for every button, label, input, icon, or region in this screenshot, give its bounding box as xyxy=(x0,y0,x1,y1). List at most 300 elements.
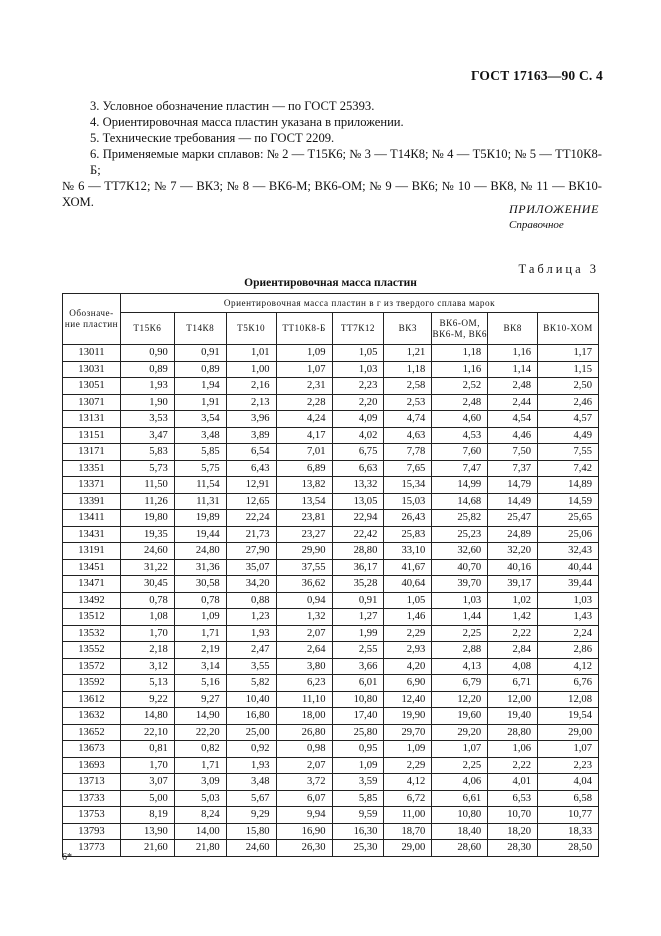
table-row xyxy=(63,559,599,576)
mass-cell: 5,83 xyxy=(120,444,174,461)
plate-code-cell: 13632 xyxy=(63,708,121,725)
plate-code-cell: 13652 xyxy=(63,724,121,741)
mass-cell: 2,58 xyxy=(384,378,432,395)
mass-cell: 6,79 xyxy=(432,675,488,692)
mass-cell: 2,24 xyxy=(538,625,599,642)
mass-cell: 25,65 xyxy=(538,510,599,527)
mass-cell: 1,99 xyxy=(332,625,384,642)
mass-cell: 7,47 xyxy=(432,460,488,477)
mass-cell: 3,14 xyxy=(174,658,226,675)
mass-cell: 2,86 xyxy=(538,642,599,659)
mass-cell: 4,12 xyxy=(384,774,432,791)
mass-cell: 11,10 xyxy=(276,691,332,708)
mass-cell: 7,50 xyxy=(488,444,538,461)
mass-cell: 1,06 xyxy=(488,741,538,758)
mass-cell: 15,34 xyxy=(384,477,432,494)
mass-cell: 2,31 xyxy=(276,378,332,395)
mass-cell: 2,29 xyxy=(384,625,432,642)
mass-cell: 2,13 xyxy=(226,394,276,411)
mass-cell: 17,40 xyxy=(332,708,384,725)
mass-cell: 31,36 xyxy=(174,559,226,576)
mass-cell: 15,80 xyxy=(226,823,276,840)
plate-code-cell: 13733 xyxy=(63,790,121,807)
mass-cell: 3,48 xyxy=(174,427,226,444)
table-row xyxy=(63,807,599,824)
mass-cell: 1,14 xyxy=(488,361,538,378)
mass-cell: 3,09 xyxy=(174,774,226,791)
mass-cell: 6,01 xyxy=(332,675,384,692)
table-row xyxy=(63,427,599,444)
col-header: ВК10-ХОМ xyxy=(538,313,599,345)
mass-cell: 1,71 xyxy=(174,757,226,774)
mass-cell: 24,60 xyxy=(120,543,174,560)
note-6: 6. Применяемые марки сплавов: № 2 — Т15К6; № 3 — Т14К8; № 4 — Т5К10; № 5 — ТТ10К8-Б; xyxy=(90,147,602,177)
mass-cell: 2,22 xyxy=(488,625,538,642)
mass-cell: 0,90 xyxy=(120,345,174,362)
mass-cell: 6,75 xyxy=(332,444,384,461)
mass-cell: 14,68 xyxy=(432,493,488,510)
mass-cell: 28,30 xyxy=(488,840,538,857)
mass-cell: 5,75 xyxy=(174,460,226,477)
mass-cell: 1,42 xyxy=(488,609,538,626)
table-row xyxy=(63,691,599,708)
table-row xyxy=(63,460,599,477)
mass-cell: 5,13 xyxy=(120,675,174,692)
mass-cell: 0,92 xyxy=(226,741,276,758)
mass-cell: 6,71 xyxy=(488,675,538,692)
table-row xyxy=(63,741,599,758)
mass-cell: 1,70 xyxy=(120,757,174,774)
mass-cell: 10,80 xyxy=(332,691,384,708)
mass-cell: 2,25 xyxy=(432,625,488,642)
note-5: 5. Технические требования — по ГОСТ 2209. xyxy=(90,131,335,145)
mass-cell: 0,91 xyxy=(332,592,384,609)
mass-cell: 19,35 xyxy=(120,526,174,543)
mass-cell: 3,89 xyxy=(226,427,276,444)
mass-cell: 2,44 xyxy=(488,394,538,411)
mass-cell: 32,20 xyxy=(488,543,538,560)
plate-code-cell: 13431 xyxy=(63,526,121,543)
table-row xyxy=(63,510,599,527)
mass-cell: 7,65 xyxy=(384,460,432,477)
mass-cell: 1,15 xyxy=(538,361,599,378)
table-row xyxy=(63,840,599,857)
mass-cell: 40,16 xyxy=(488,559,538,576)
table-row xyxy=(63,675,599,692)
mass-cell: 18,70 xyxy=(384,823,432,840)
mass-cell: 37,55 xyxy=(276,559,332,576)
mass-cell: 10,77 xyxy=(538,807,599,824)
mass-cell: 22,10 xyxy=(120,724,174,741)
mass-cell: 10,70 xyxy=(488,807,538,824)
mass-cell: 11,00 xyxy=(384,807,432,824)
mass-cell: 5,82 xyxy=(226,675,276,692)
mass-cell: 1,07 xyxy=(432,741,488,758)
mass-cell: 2,53 xyxy=(384,394,432,411)
note-4: 4. Ориентировочная масса пластин указана в приложении. xyxy=(90,115,404,129)
mass-cell: 1,16 xyxy=(488,345,538,362)
mass-cell: 3,72 xyxy=(276,774,332,791)
plate-code-cell: 13492 xyxy=(63,592,121,609)
mass-cell: 25,83 xyxy=(384,526,432,543)
mass-cell: 3,53 xyxy=(120,411,174,428)
mass-cell: 30,58 xyxy=(174,576,226,593)
table-row xyxy=(63,444,599,461)
mass-cell: 25,82 xyxy=(432,510,488,527)
mass-cell: 40,44 xyxy=(538,559,599,576)
mass-cell: 13,05 xyxy=(332,493,384,510)
mass-cell: 6,07 xyxy=(276,790,332,807)
col-header-designation: Обозначе-ние пластин xyxy=(63,294,121,345)
plate-code-cell: 13171 xyxy=(63,444,121,461)
table-row xyxy=(63,378,599,395)
mass-cell: 13,32 xyxy=(332,477,384,494)
mass-cell: 21,80 xyxy=(174,840,226,857)
plate-code-cell: 13411 xyxy=(63,510,121,527)
mass-cell: 9,22 xyxy=(120,691,174,708)
mass-cell: 5,16 xyxy=(174,675,226,692)
table-row xyxy=(63,477,599,494)
mass-cell: 4,12 xyxy=(538,658,599,675)
mass-cell: 1,03 xyxy=(432,592,488,609)
mass-cell: 1,09 xyxy=(174,609,226,626)
mass-cell: 26,43 xyxy=(384,510,432,527)
mass-cell: 0,82 xyxy=(174,741,226,758)
mass-cell: 2,28 xyxy=(276,394,332,411)
mass-cell: 0,81 xyxy=(120,741,174,758)
mass-cell: 16,90 xyxy=(276,823,332,840)
mass-cell: 25,00 xyxy=(226,724,276,741)
mass-cell: 25,06 xyxy=(538,526,599,543)
plate-code-cell: 13572 xyxy=(63,658,121,675)
table-row xyxy=(63,394,599,411)
mass-cell: 1,23 xyxy=(226,609,276,626)
mass-cell: 11,50 xyxy=(120,477,174,494)
mass-cell: 1,18 xyxy=(384,361,432,378)
col-header: Т14К8 xyxy=(174,313,226,345)
mass-cell: 13,54 xyxy=(276,493,332,510)
mass-cell: 22,24 xyxy=(226,510,276,527)
plate-code-cell: 13673 xyxy=(63,741,121,758)
mass-cell: 4,06 xyxy=(432,774,488,791)
mass-cell: 29,00 xyxy=(384,840,432,857)
appendix-heading xyxy=(509,202,599,231)
mass-cell: 6,23 xyxy=(276,675,332,692)
mass-cell: 2,20 xyxy=(332,394,384,411)
mass-cell: 10,40 xyxy=(226,691,276,708)
mass-cell: 6,63 xyxy=(332,460,384,477)
col-header: ВК8 xyxy=(488,313,538,345)
mass-cell: 3,07 xyxy=(120,774,174,791)
plate-code-cell: 13051 xyxy=(63,378,121,395)
mass-cell: 12,40 xyxy=(384,691,432,708)
mass-cell: 14,79 xyxy=(488,477,538,494)
mass-cell: 12,91 xyxy=(226,477,276,494)
col-header: Т15К6 xyxy=(120,313,174,345)
mass-cell: 1,93 xyxy=(120,378,174,395)
plate-code-cell: 13592 xyxy=(63,675,121,692)
mass-cell: 19,80 xyxy=(120,510,174,527)
mass-cell: 3,59 xyxy=(332,774,384,791)
mass-cell: 28,50 xyxy=(538,840,599,857)
mass-cell: 1,07 xyxy=(276,361,332,378)
plate-code-cell: 13612 xyxy=(63,691,121,708)
mass-cell: 16,80 xyxy=(226,708,276,725)
mass-cell: 6,76 xyxy=(538,675,599,692)
mass-cell: 0,98 xyxy=(276,741,332,758)
mass-cell: 1,27 xyxy=(332,609,384,626)
mass-cell: 1,09 xyxy=(276,345,332,362)
mass-cell: 12,65 xyxy=(226,493,276,510)
plate-code-cell: 13471 xyxy=(63,576,121,593)
mass-cell: 10,80 xyxy=(432,807,488,824)
table-row xyxy=(63,790,599,807)
plate-code-cell: 13793 xyxy=(63,823,121,840)
mass-cell: 34,20 xyxy=(226,576,276,593)
table-row xyxy=(63,411,599,428)
mass-cell: 22,94 xyxy=(332,510,384,527)
mass-cell: 3,12 xyxy=(120,658,174,675)
mass-cell: 6,58 xyxy=(538,790,599,807)
mass-cell: 40,70 xyxy=(432,559,488,576)
mass-cell: 6,54 xyxy=(226,444,276,461)
mass-cell: 4,13 xyxy=(432,658,488,675)
mass-cell: 3,47 xyxy=(120,427,174,444)
mass-cell: 21,73 xyxy=(226,526,276,543)
mass-cell: 5,73 xyxy=(120,460,174,477)
mass-cell: 7,42 xyxy=(538,460,599,477)
mass-cell: 19,40 xyxy=(488,708,538,725)
mass-cell: 0,78 xyxy=(174,592,226,609)
plate-code-cell: 13151 xyxy=(63,427,121,444)
mass-cell: 26,80 xyxy=(276,724,332,741)
mass-cell: 4,74 xyxy=(384,411,432,428)
mass-cell: 14,00 xyxy=(174,823,226,840)
mass-cell: 13,82 xyxy=(276,477,332,494)
table-row xyxy=(63,823,599,840)
mass-cell: 1,17 xyxy=(538,345,599,362)
table-row xyxy=(63,609,599,626)
mass-cell: 26,30 xyxy=(276,840,332,857)
mass-cell: 1,05 xyxy=(384,592,432,609)
mass-cell: 1,93 xyxy=(226,757,276,774)
table-row xyxy=(63,576,599,593)
note-3: 3. Условное обозначение пластин — по ГОСТ 25393. xyxy=(90,99,375,113)
mass-cell: 4,53 xyxy=(432,427,488,444)
mass-cell: 32,43 xyxy=(538,543,599,560)
mass-cell: 7,78 xyxy=(384,444,432,461)
mass-cell: 1,00 xyxy=(226,361,276,378)
plate-code-cell: 13713 xyxy=(63,774,121,791)
mass-cell: 19,44 xyxy=(174,526,226,543)
mass-cell: 1,94 xyxy=(174,378,226,395)
mass-cell: 19,90 xyxy=(384,708,432,725)
mass-cell: 35,28 xyxy=(332,576,384,593)
mass-cell: 13,90 xyxy=(120,823,174,840)
table-row xyxy=(63,774,599,791)
mass-cell: 4,60 xyxy=(432,411,488,428)
mass-cell: 3,48 xyxy=(226,774,276,791)
mass-cell: 6,43 xyxy=(226,460,276,477)
mass-cell: 2,23 xyxy=(332,378,384,395)
table-row xyxy=(63,493,599,510)
mass-table xyxy=(62,293,599,857)
mass-cell: 1,05 xyxy=(332,345,384,362)
mass-cell: 1,90 xyxy=(120,394,174,411)
mass-cell: 2,19 xyxy=(174,642,226,659)
mass-cell: 22,20 xyxy=(174,724,226,741)
table-row xyxy=(63,708,599,725)
col-header: ТТ7К12 xyxy=(332,313,384,345)
mass-cell: 2,64 xyxy=(276,642,332,659)
mass-cell: 3,80 xyxy=(276,658,332,675)
mass-cell: 8,24 xyxy=(174,807,226,824)
mass-cell: 2,23 xyxy=(538,757,599,774)
mass-cell: 2,88 xyxy=(432,642,488,659)
footer-mark: 6* xyxy=(62,852,72,863)
plate-code-cell: 13391 xyxy=(63,493,121,510)
mass-cell: 14,49 xyxy=(488,493,538,510)
mass-cell: 14,59 xyxy=(538,493,599,510)
plate-code-cell: 13512 xyxy=(63,609,121,626)
mass-cell: 1,09 xyxy=(384,741,432,758)
mass-cell: 5,85 xyxy=(332,790,384,807)
mass-cell: 14,80 xyxy=(120,708,174,725)
plate-code-cell: 13552 xyxy=(63,642,121,659)
page-header: ГОСТ 17163—90 С. 4 xyxy=(470,68,603,83)
mass-cell: 7,60 xyxy=(432,444,488,461)
mass-cell: 12,00 xyxy=(488,691,538,708)
appendix-title: ПРИЛОЖЕНИЕ xyxy=(509,202,599,216)
mass-cell: 4,08 xyxy=(488,658,538,675)
plate-code-cell: 13351 xyxy=(63,460,121,477)
table-row xyxy=(63,658,599,675)
plate-code-cell: 13371 xyxy=(63,477,121,494)
plate-code-cell: 13191 xyxy=(63,543,121,560)
mass-cell: 2,18 xyxy=(120,642,174,659)
mass-cell: 18,40 xyxy=(432,823,488,840)
plate-code-cell: 13131 xyxy=(63,411,121,428)
table-row xyxy=(63,345,599,362)
mass-cell: 24,60 xyxy=(226,840,276,857)
mass-cell: 23,81 xyxy=(276,510,332,527)
mass-cell: 4,01 xyxy=(488,774,538,791)
mass-cell: 30,45 xyxy=(120,576,174,593)
mass-cell: 3,96 xyxy=(226,411,276,428)
mass-cell: 35,07 xyxy=(226,559,276,576)
mass-cell: 39,17 xyxy=(488,576,538,593)
plate-code-cell: 13451 xyxy=(63,559,121,576)
mass-cell: 2,29 xyxy=(384,757,432,774)
mass-cell: 12,08 xyxy=(538,691,599,708)
mass-cell: 1,44 xyxy=(432,609,488,626)
mass-cell: 25,30 xyxy=(332,840,384,857)
mass-cell: 14,90 xyxy=(174,708,226,725)
mass-cell: 1,46 xyxy=(384,609,432,626)
mass-cell: 16,30 xyxy=(332,823,384,840)
table-title: Ориентировочная масса пластин xyxy=(244,277,417,289)
mass-cell: 11,31 xyxy=(174,493,226,510)
notes-block xyxy=(62,98,602,210)
table-row xyxy=(63,526,599,543)
mass-cell: 2,07 xyxy=(276,757,332,774)
mass-cell: 5,00 xyxy=(120,790,174,807)
mass-cell: 1,91 xyxy=(174,394,226,411)
mass-cell: 19,60 xyxy=(432,708,488,725)
col-header: ВК3 xyxy=(384,313,432,345)
mass-cell: 33,10 xyxy=(384,543,432,560)
mass-cell: 6,72 xyxy=(384,790,432,807)
table-row xyxy=(63,361,599,378)
mass-cell: 36,62 xyxy=(276,576,332,593)
mass-cell: 1,70 xyxy=(120,625,174,642)
mass-cell: 0,94 xyxy=(276,592,332,609)
mass-cell: 14,89 xyxy=(538,477,599,494)
mass-cell: 19,54 xyxy=(538,708,599,725)
mass-cell: 2,16 xyxy=(226,378,276,395)
mass-cell: 0,78 xyxy=(120,592,174,609)
mass-cell: 9,94 xyxy=(276,807,332,824)
mass-cell: 4,49 xyxy=(538,427,599,444)
mass-cell: 25,80 xyxy=(332,724,384,741)
table-row xyxy=(63,543,599,560)
mass-cell: 29,70 xyxy=(384,724,432,741)
mass-cell: 18,00 xyxy=(276,708,332,725)
mass-cell: 1,07 xyxy=(538,741,599,758)
mass-cell: 2,25 xyxy=(432,757,488,774)
mass-cell: 0,91 xyxy=(174,345,226,362)
mass-cell: 14,99 xyxy=(432,477,488,494)
mass-cell: 39,44 xyxy=(538,576,599,593)
mass-cell: 2,47 xyxy=(226,642,276,659)
mass-cell: 11,54 xyxy=(174,477,226,494)
mass-cell: 0,88 xyxy=(226,592,276,609)
mass-cell: 6,61 xyxy=(432,790,488,807)
mass-cell: 5,85 xyxy=(174,444,226,461)
plate-code-cell: 13011 xyxy=(63,345,121,362)
mass-cell: 4,04 xyxy=(538,774,599,791)
mass-cell: 6,53 xyxy=(488,790,538,807)
mass-cell: 1,71 xyxy=(174,625,226,642)
col-header: Т5К10 xyxy=(226,313,276,345)
mass-cell: 28,80 xyxy=(332,543,384,560)
mass-cell: 4,57 xyxy=(538,411,599,428)
mass-cell: 2,48 xyxy=(432,394,488,411)
mass-cell: 41,67 xyxy=(384,559,432,576)
mass-cell: 39,70 xyxy=(432,576,488,593)
mass-cell: 36,17 xyxy=(332,559,384,576)
mass-cell: 24,89 xyxy=(488,526,538,543)
table-number: Таблица 3 xyxy=(518,262,599,276)
mass-cell: 1,01 xyxy=(226,345,276,362)
table-row xyxy=(63,757,599,774)
mass-cell: 24,80 xyxy=(174,543,226,560)
mass-cell: 12,20 xyxy=(432,691,488,708)
table-row xyxy=(63,642,599,659)
mass-cell: 2,22 xyxy=(488,757,538,774)
mass-cell: 0,95 xyxy=(332,741,384,758)
mass-cell: 40,64 xyxy=(384,576,432,593)
mass-cell: 23,27 xyxy=(276,526,332,543)
mass-cell: 4,17 xyxy=(276,427,332,444)
mass-cell: 2,52 xyxy=(432,378,488,395)
mass-cell: 1,43 xyxy=(538,609,599,626)
mass-cell: 2,55 xyxy=(332,642,384,659)
col-header: ВК6-ОМ, ВК6-М, ВК6 xyxy=(432,313,488,345)
mass-cell: 3,55 xyxy=(226,658,276,675)
mass-cell: 1,03 xyxy=(332,361,384,378)
appendix-subtitle: Справочное xyxy=(509,219,564,231)
